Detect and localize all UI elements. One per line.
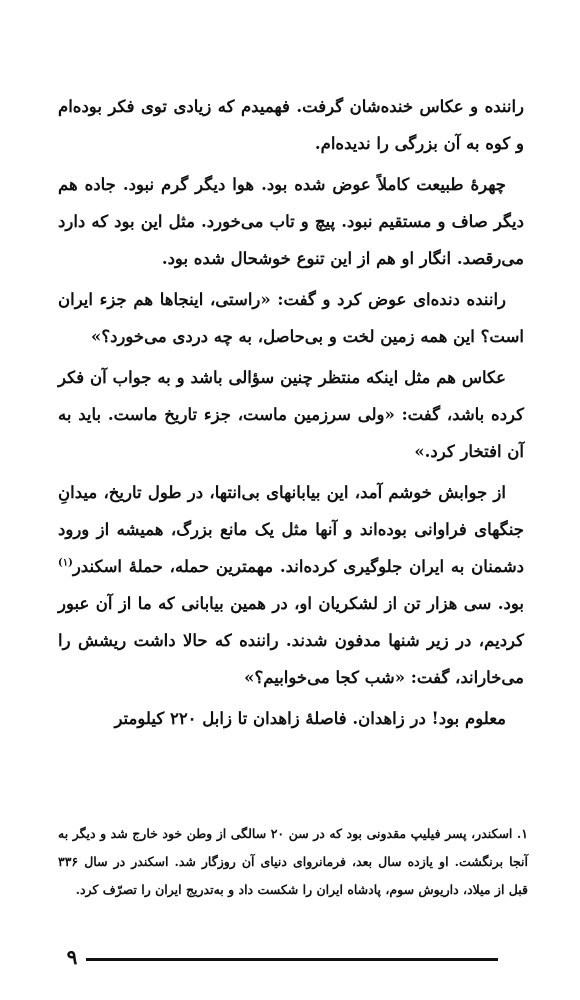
paragraph-3: راننده دنده‌ای عوض کرد و گفت: «راستی، اینجاها هم جزء ایران است؟ این همه زمین لخت و بی‌حاصل، به چه دردی می‌خورد؟» xyxy=(58,290,524,346)
paragraph-6: معلوم بود! در زاهدان. فاصلهٔ زاهدان تا زابل ۲۲۰ کیلومتر xyxy=(114,709,506,728)
footnote xyxy=(58,820,528,904)
paragraph-5 xyxy=(58,474,524,696)
paragraph-4: عکاس هم مثل اینکه منتظر چنین سؤالی باشد و به جواب آن فکر کرده باشد، گفت: «ولی سرزمین ماست، جزء تاریخ ماست. باید به آن افتخار کرد.» xyxy=(58,368,524,461)
footer-rule xyxy=(86,958,498,961)
paragraph-2: چهرهٔ طبیعت کاملاً عوض شده بود. هوا دیگر گرم نبود. جاده هم دیگر صاف و مستقیم نبود. پیچ و تاب می‌خورد. مثل این بود که دارد می‌رقصد. انگار او هم از این تنوع خوشحال شده بود. xyxy=(58,175,524,268)
paragraph-1: راننده و عکاس خنده‌شان گرفت. فهمیدم که زیادی توی فکر بوده‌ام و کوه به آن بزرگی را ندیده‌ام. xyxy=(58,97,524,153)
main-text xyxy=(58,88,524,741)
paragraph-5-text-a: از جوابش خوشم آمد، این بیابانهای بی‌انتها، در طول تاریخ، میدانِ جنگهای فراوانی بوده‌اند و آنها مثل یک مانع بزرگ، همیشه از ورود دشمنان به ایران جلوگیری کرده‌اند. مهمترین حمله، حملهٔ اسکندر xyxy=(58,483,524,576)
footnote-text: ۱. اسکندر، پسر فیلیپ مقدونی بود که در سن ۲۰ سالگی از وطن خود خارج شد و دیگر به آنجا برنگشت. او یازده سال بعد، فرمانروای دنیای آن روزگار شد. اسکندر در سال ۳۳۶ قبل از میلاد، داریوش سوم، پادشاه ایران را شکست داد و به‌تدریج ایران را تصرّف کرد. xyxy=(58,826,528,897)
page-number: ۹ xyxy=(66,945,78,969)
paragraph-5-text-b: بود. سی هزار تن از لشکریان او، در همین بیابانی که ما از آن عبور کردیم، در زیر شنها مدفون شدند. راننده که حالا داشت ریشش را می‌خاراند، گفت: «شب کجا می‌خوابیم؟» xyxy=(58,594,524,687)
footnote-reference[interactable]: (۱) xyxy=(58,557,73,569)
